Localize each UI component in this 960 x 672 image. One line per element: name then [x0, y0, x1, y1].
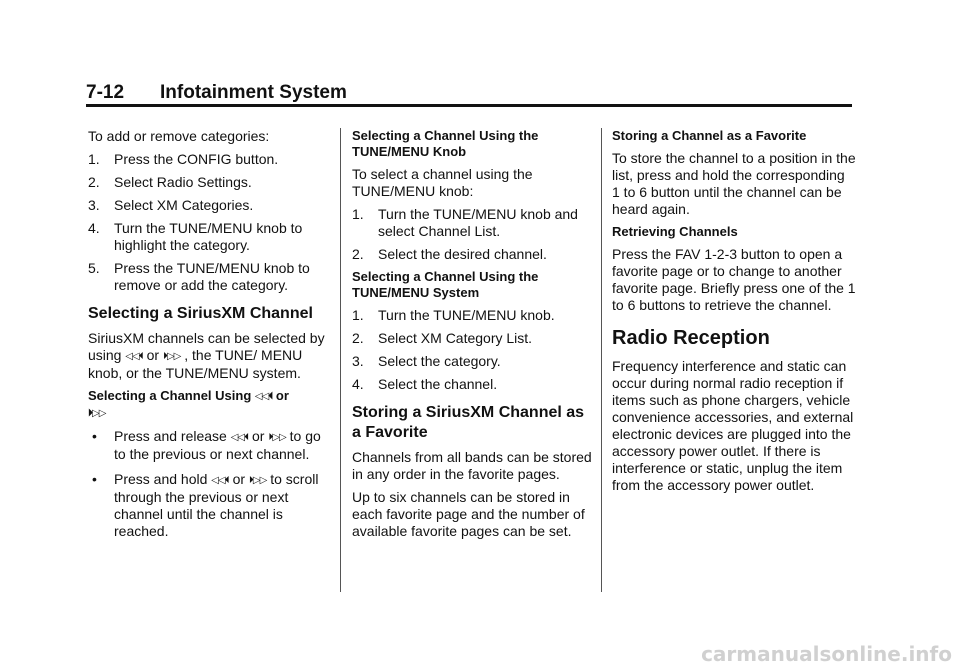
list-item: 4. Turn the TUNE/MENU knob to highlight the category.: [88, 220, 303, 253]
bullet-icon: •: [92, 471, 97, 487]
page-header: [86, 80, 852, 104]
column-2: [352, 128, 592, 546]
list-item: 4. Select the channel.: [352, 376, 498, 392]
column-divider: [340, 128, 341, 592]
seek-back-icon: ◁◁⏴: [254, 391, 273, 402]
list-item: 3. Select XM Categories.: [88, 197, 254, 213]
paragraph: To store the channel to a position in the list, press and hold the corresponding 1 to 6 button until the channel can be heard again.: [612, 150, 856, 217]
header-rule: [86, 104, 852, 107]
list-item: 2. Select Radio Settings.: [88, 174, 252, 190]
list-item: 1. Turn the TUNE/MENU knob and select Channel List.: [352, 206, 578, 239]
heading-storing-favorite: Storing a SiriusXM Channel as a Favorite: [352, 404, 585, 441]
page-number: 7-12: [86, 82, 125, 103]
list-item: 2. Select the desired channel.: [352, 246, 547, 262]
list-item: • Press and release ◁◁⏴ or ⏵▷▷ to go to the previous or next channel.: [92, 428, 321, 462]
paragraph: Channels from all bands can be stored in any order in the favorite pages.: [352, 449, 592, 482]
subheading-using-seek: Selecting a Channel Using ◁◁⏴ or ⏵▷▷: [88, 388, 328, 422]
heading-selecting-channel: Selecting a SiriusXM Channel: [88, 305, 313, 322]
bullet-icon: •: [92, 428, 97, 444]
list-item: 1. Turn the TUNE/MENU knob.: [352, 307, 555, 323]
intro-text: To add or remove categories:: [88, 128, 270, 144]
system-steps: [352, 307, 592, 393]
list-item: 3. Select the category.: [352, 353, 501, 369]
paragraph: Frequency interference and static can occur during normal radio reception if items such as phone chargers, vehicle convenience accessories, and external electronic devices are plugged into the accessory power outlet. If there is interference or static, unplug the item from the accessory power outlet.: [612, 358, 854, 493]
watermark: carmanualsonline.info: [701, 642, 952, 666]
paragraph: Up to six channels can be stored in each favorite page and the number of available favorite pages can be set.: [352, 489, 585, 539]
paragraph: To select a channel using the TUNE/MENU knob:: [352, 166, 533, 199]
bullet-list: [88, 428, 328, 540]
column-1: [88, 128, 328, 548]
heading-tune-menu-system: Selecting a Channel Using the TUNE/MENU System: [352, 269, 539, 300]
list-item: 1. Press the CONFIG button.: [88, 151, 279, 167]
seek-forward-icon: ⏵▷▷: [162, 351, 181, 362]
heading-retrieving-channels: Retrieving Channels: [612, 224, 738, 239]
category-steps: [88, 151, 328, 294]
heading-radio-reception: Radio Reception: [612, 327, 770, 349]
seek-back-icon: ◁◁⏴: [230, 432, 249, 443]
list-item: • Press and hold ◁◁⏴ or ⏵▷▷ to scroll through the previous or next channel until the channel is reached.: [92, 471, 319, 539]
paragraph: SiriusXM channels can be selected by using ◁◁⏴ or ⏵▷▷ , the TUNE/ MENU knob, or the TUNE/MENU system.: [88, 330, 325, 381]
heading-tune-menu-knob: Selecting a Channel Using the TUNE/MENU Knob: [352, 128, 539, 159]
seek-forward-icon: ⏵▷▷: [88, 408, 106, 419]
seek-forward-icon: ⏵▷▷: [268, 432, 286, 443]
section-title: Infotainment System: [160, 82, 347, 103]
heading-storing-channel: Storing a Channel as a Favorite: [612, 128, 807, 143]
paragraph: Press the FAV 1-2-3 button to open a favorite page or to change to another favorite page. Briefly press one of the 1 to 6 buttons to retrieve the channel.: [612, 246, 856, 313]
column-3: [612, 128, 856, 500]
seek-back-icon: ◁◁⏴: [125, 351, 143, 362]
seek-back-icon: ◁◁⏴: [211, 475, 229, 486]
list-item: 5. Press the TUNE/MENU knob to remove or add the category.: [88, 260, 310, 293]
column-divider: [601, 128, 602, 592]
list-item: 2. Select XM Category List.: [352, 330, 533, 346]
seek-forward-icon: ⏵▷▷: [248, 475, 267, 486]
knob-steps: [352, 206, 592, 263]
